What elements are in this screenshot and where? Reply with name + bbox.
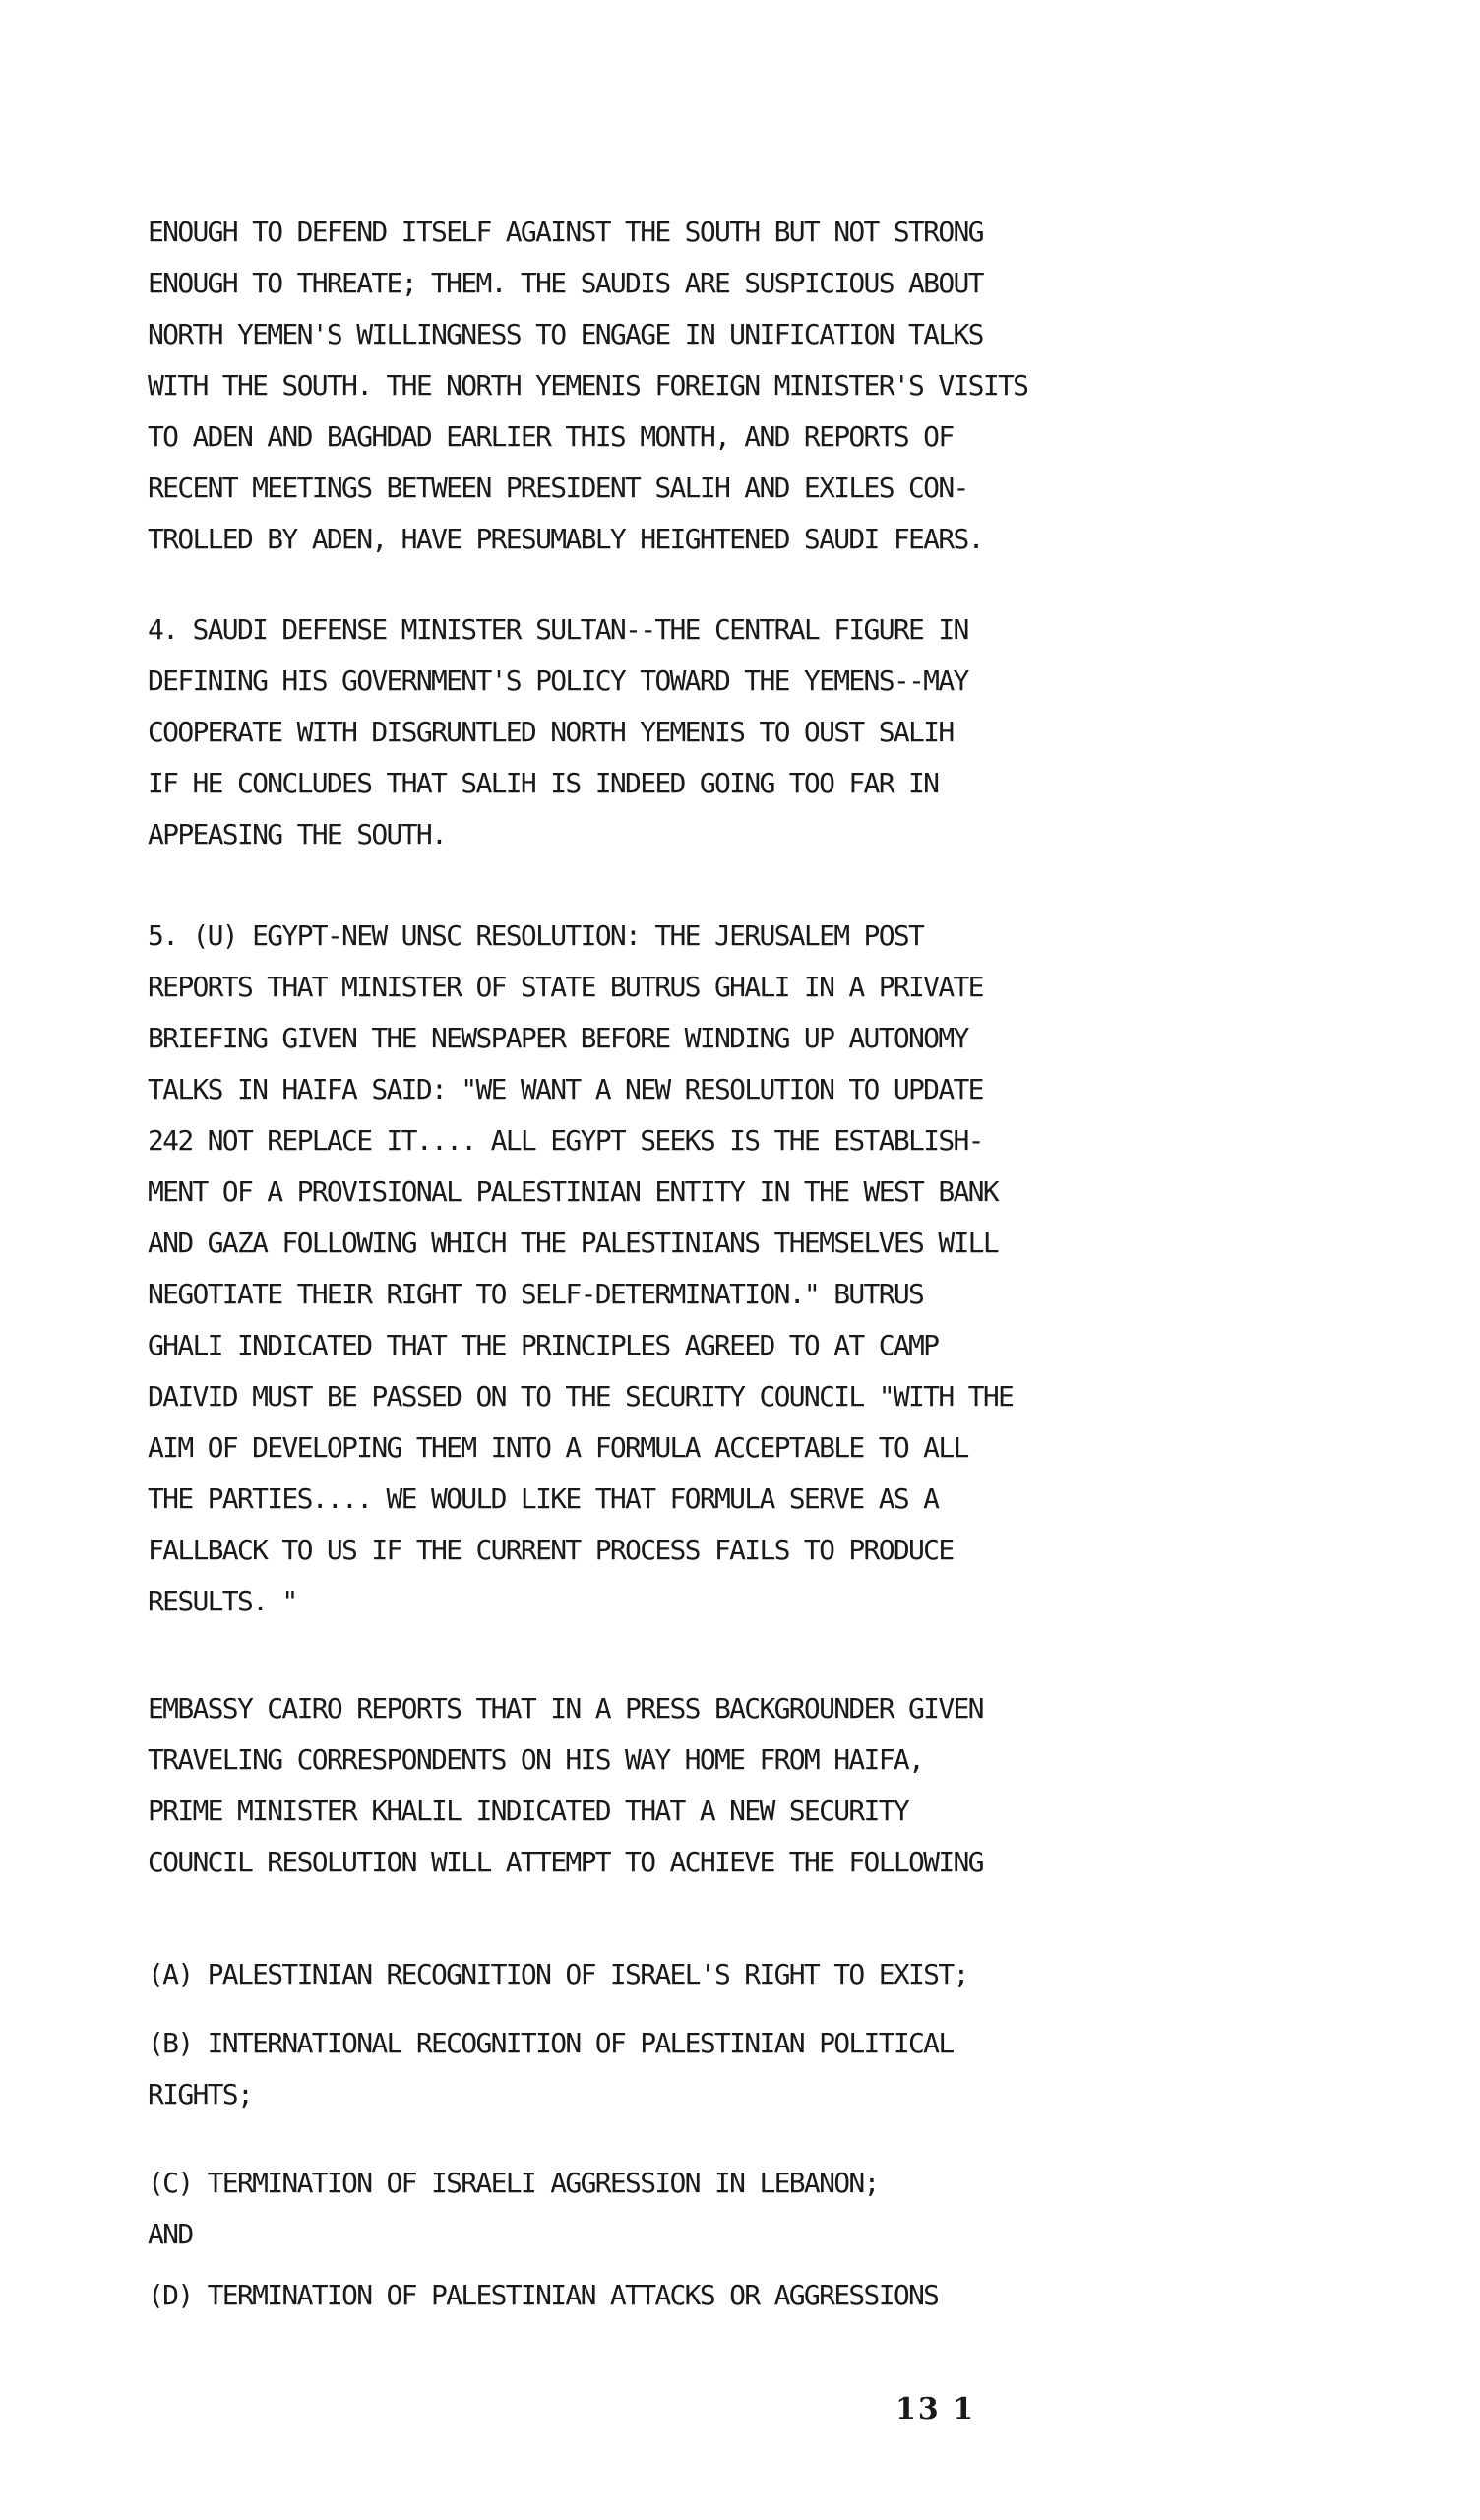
text-line: (B) INTERNATIONAL RECOGNITION OF PALESTINIAN POLITICAL xyxy=(148,2027,954,2059)
text-line: (A) PALESTINIAN RECOGNITION OF ISRAEL'S RIGHT TO EXIST; xyxy=(148,1958,968,1990)
list-item-d xyxy=(148,2270,1210,2321)
list-item-c xyxy=(148,2158,1210,2260)
text-line: WITH THE SOUTH. THE NORTH YEMENIS FOREIGN MINISTER'S VISITS xyxy=(148,369,1028,402)
text-line: (C) TERMINATION OF ISRAELI AGGRESSION IN LEBANON; xyxy=(148,2167,879,2199)
text-line: AIM OF DEVELOPING THEM INTO A FORMULA ACCEPTABLE TO ALL xyxy=(148,1431,968,1464)
text-line: GHALI INDICATED THAT THE PRINCIPLES AGREED TO AT CAMP xyxy=(148,1329,939,1361)
text-line: IF HE CONCLUDES THAT SALIH IS INDEED GOING TOO FAR IN xyxy=(148,767,939,799)
text-line: DAIVID MUST BE PASSED ON TO THE SECURITY COUNCIL "WITH THE xyxy=(148,1380,1014,1413)
text-line: ENOUGH TO THREATE; THEM. THE SAUDIS ARE SUSPICIOUS ABOUT xyxy=(148,267,983,299)
paragraph-4 xyxy=(148,604,1210,860)
text-line: NEGOTIATE THEIR RIGHT TO SELF-DETERMINATION." BUTRUS xyxy=(148,1278,924,1310)
text-line: 242 NOT REPLACE IT.... ALL EGYPT SEEKS IS THE ESTABLISH- xyxy=(148,1124,983,1157)
text-line: ENOUGH TO DEFEND ITSELF AGAINST THE SOUTH BUT NOT STRONG xyxy=(148,216,983,248)
list-item-b xyxy=(148,2018,1210,2120)
text-line: TO ADEN AND BAGHDAD EARLIER THIS MONTH, AND REPORTS OF xyxy=(148,420,954,453)
text-line: APPEASING THE SOUTH. xyxy=(148,818,447,850)
paragraph-5 xyxy=(148,911,1210,1627)
paragraph-embassy xyxy=(148,1683,1210,1888)
text-line: PRIME MINISTER KHALIL INDICATED THAT A NEW SECURITY xyxy=(148,1795,909,1827)
text-line: AND xyxy=(148,2218,193,2250)
text-line: NORTH YEMEN'S WILLINGNESS TO ENGAGE IN UNIFICATION TALKS xyxy=(148,318,983,350)
text-line: TRAVELING CORRESPONDENTS ON HIS WAY HOME FROM HAIFA, xyxy=(148,1743,924,1776)
text-line: MENT OF A PROVISIONAL PALESTINIAN ENTITY IN THE WEST BANK xyxy=(148,1175,998,1208)
text-line: (D) TERMINATION OF PALESTINIAN ATTACKS OR AGGRESSIONS xyxy=(148,2279,939,2311)
text-line: TROLLED BY ADEN, HAVE PRESUMABLY HEIGHTENED SAUDI FEARS. xyxy=(148,523,983,555)
text-line: RECENT MEETINGS BETWEEN PRESIDENT SALIH AND EXILES CON- xyxy=(148,472,968,504)
text-line: REPORTS THAT MINISTER OF STATE BUTRUS GHALI IN A PRIVATE xyxy=(148,971,983,1003)
text-line: 4. SAUDI DEFENSE MINISTER SULTAN--THE CENTRAL FIGURE IN xyxy=(148,613,968,646)
text-line: FALLBACK TO US IF THE CURRENT PROCESS FAILS TO PRODUCE xyxy=(148,1534,954,1566)
text-line: COUNCIL RESOLUTION WILL ATTEMPT TO ACHIEVE THE FOLLOWING xyxy=(148,1846,983,1878)
text-line: AND GAZA FOLLOWING WHICH THE PALESTINIANS THEMSELVES WILL xyxy=(148,1227,998,1259)
text-line: THE PARTIES.... WE WOULD LIKE THAT FORMULA SERVE AS A xyxy=(148,1482,939,1515)
text-line: RESULTS. " xyxy=(148,1585,297,1617)
text-line: COOPERATE WITH DISGRUNTLED NORTH YEMENIS TO OUST SALIH xyxy=(148,716,954,748)
paragraph-intro xyxy=(148,207,1210,565)
page-number: 13 1 xyxy=(895,2392,976,2426)
text-line: RIGHTS; xyxy=(148,2078,253,2110)
text-line: 5. (U) EGYPT-NEW UNSC RESOLUTION: THE JERUSALEM POST xyxy=(148,919,924,952)
text-line: TALKS IN HAIFA SAID: "WE WANT A NEW RESOLUTION TO UPDATE xyxy=(148,1073,983,1105)
text-line: BRIEFING GIVEN THE NEWSPAPER BEFORE WINDING UP AUTONOMY xyxy=(148,1022,968,1054)
text-line: DEFINING HIS GOVERNMENT'S POLICY TOWARD THE YEMENS--MAY xyxy=(148,664,968,697)
list-item-a xyxy=(148,1949,1210,2000)
text-line: EMBASSY CAIRO REPORTS THAT IN A PRESS BACKGROUNDER GIVEN xyxy=(148,1692,983,1725)
